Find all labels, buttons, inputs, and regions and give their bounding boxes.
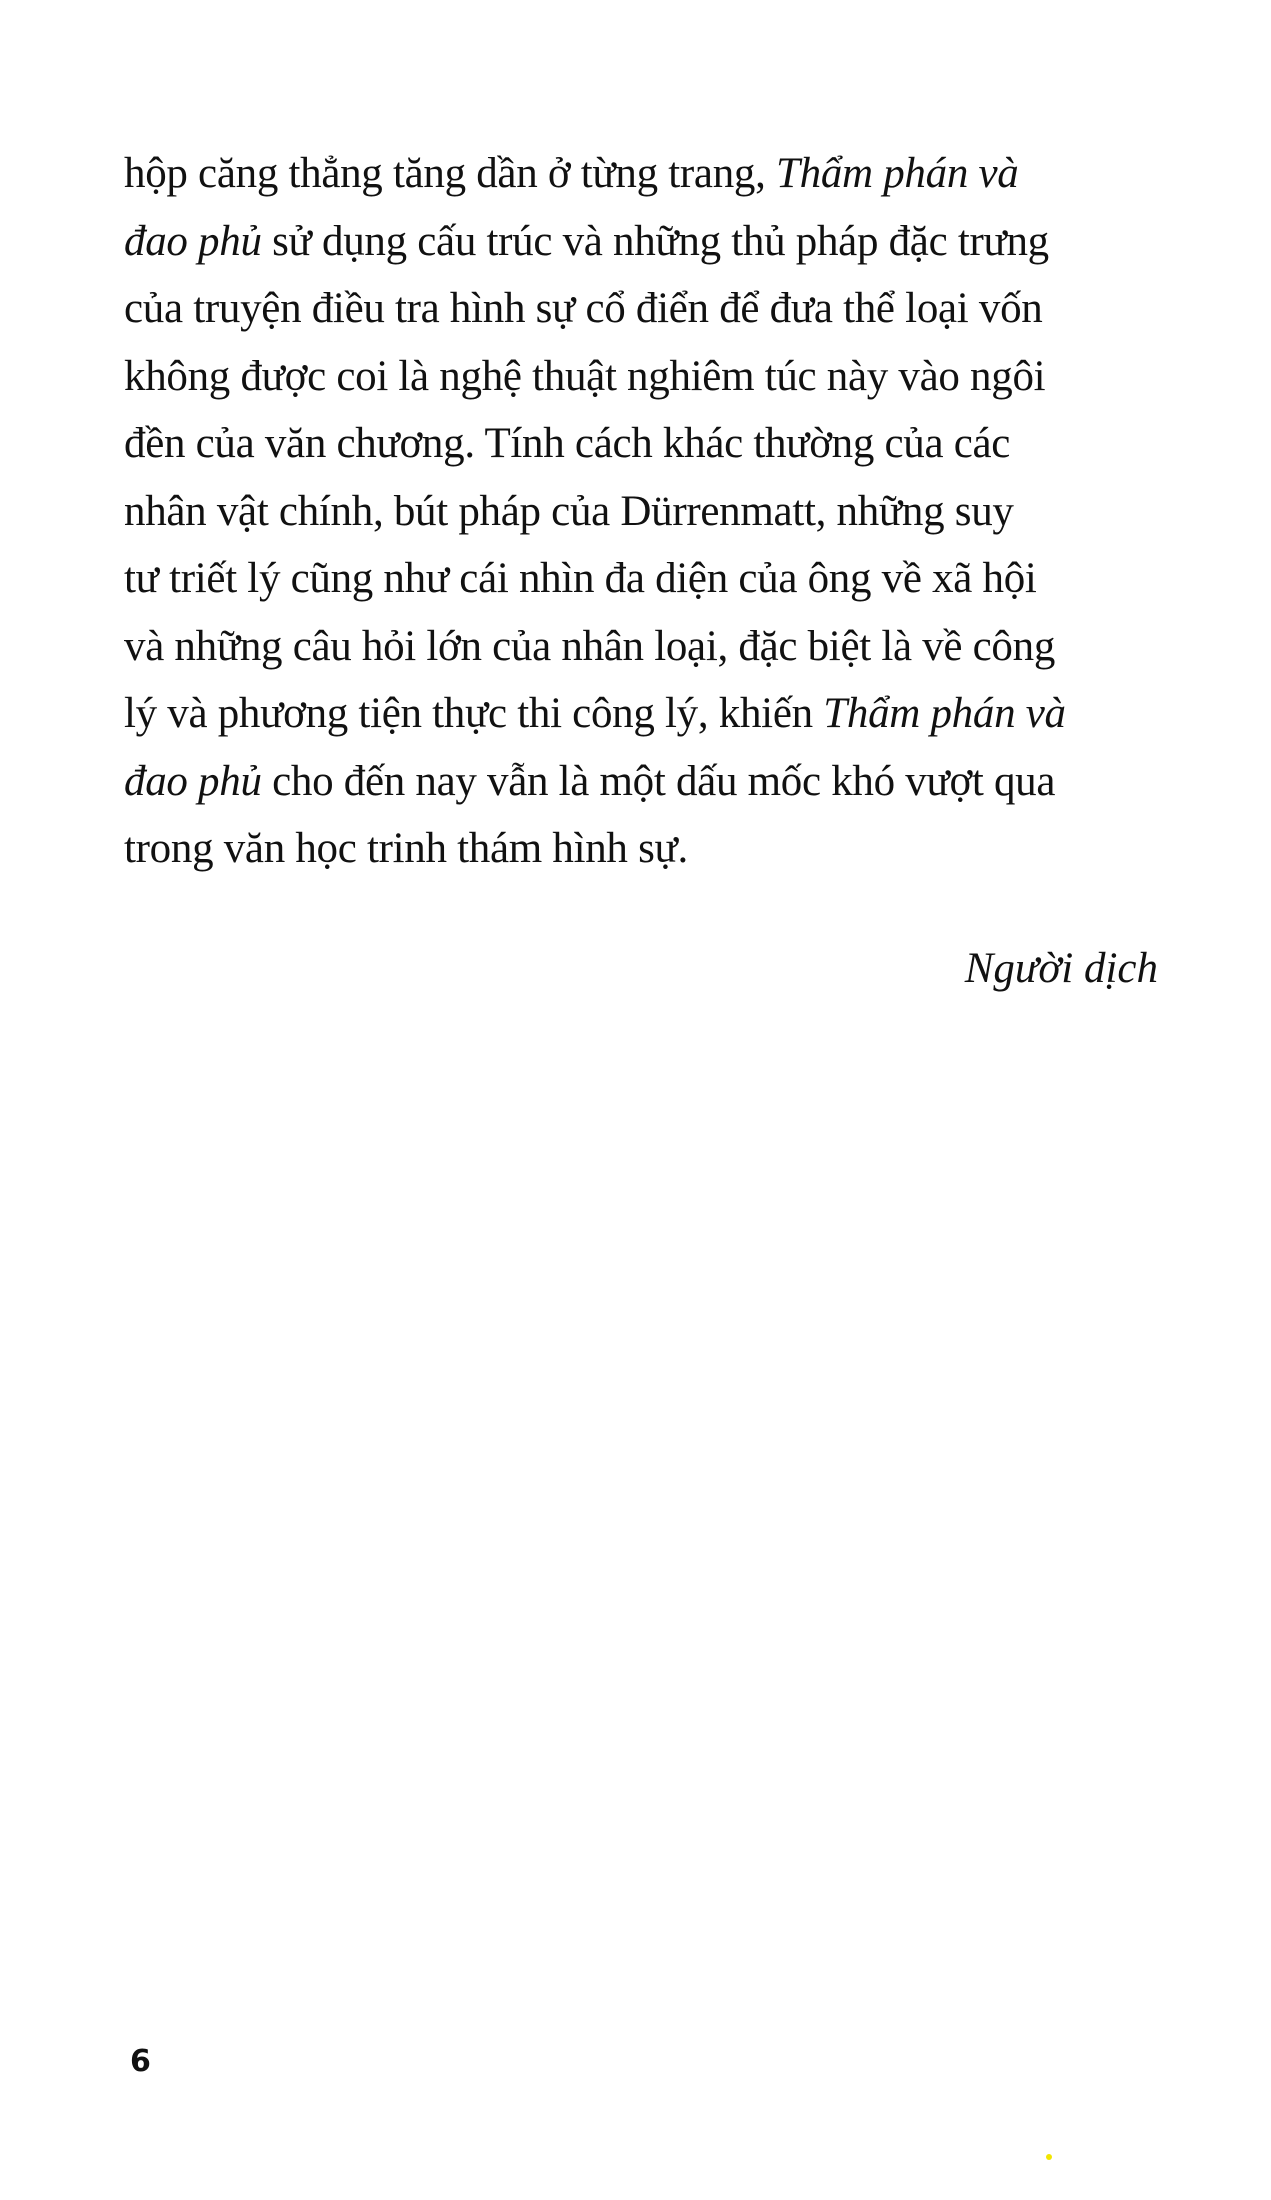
translator-signature: Người dịch (964, 945, 1158, 992)
text-line: đao phủ cho đến nay vẫn là một dấu mốc khó vượt qua (124, 757, 1056, 805)
page-number: 6 (130, 2044, 151, 2079)
text-line: nhân vật chính, bút pháp của Dürrenmatt, những suy (124, 487, 1014, 535)
text-line: và những câu hỏi lớn của nhân loại, đặc biệt là về công (124, 622, 1056, 670)
body-text (124, 140, 1154, 883)
text-line: đền của văn chương. Tính cách khác thường của các (124, 420, 1011, 467)
text-line: của truyện điều tra hình sự cổ điển để đưa thể loại vốn (124, 285, 1043, 332)
yellow-speck (1046, 2154, 1052, 2160)
text-line: không được coi là nghệ thuật nghiêm túc này vào ngôi (124, 352, 1046, 400)
text-line: đao phủ sử dụng cấu trúc và những thủ pháp đặc trưng (124, 217, 1049, 265)
text-line: trong văn học trinh thám hình sự. (124, 825, 688, 872)
text-line: hộp căng thẳng tăng dần ở từng trang, Thẩm phán và (124, 150, 1019, 197)
text-line: tư triết lý cũng như cái nhìn đa diện của ông về xã hội (124, 555, 1037, 602)
text-line: lý và phương tiện thực thi công lý, khiến Thẩm phán và (124, 690, 1066, 737)
